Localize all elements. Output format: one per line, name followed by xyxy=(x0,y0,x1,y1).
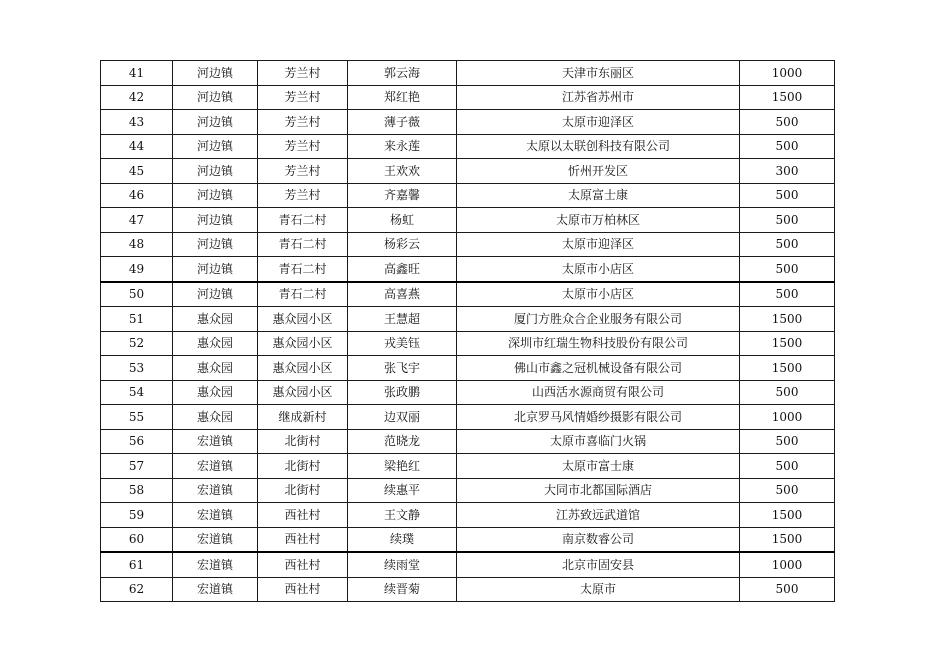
name-cell: 张政鹏 xyxy=(348,380,457,405)
workplace-cell: 江苏省苏州市 xyxy=(457,85,740,110)
row-number-cell: 58 xyxy=(101,478,173,503)
row-number-cell: 43 xyxy=(101,110,173,135)
table-row xyxy=(101,110,835,135)
table-row xyxy=(101,405,835,430)
village-cell: 芳兰村 xyxy=(258,61,348,86)
amount-cell: 500 xyxy=(740,282,835,307)
name-cell: 续雨堂 xyxy=(348,552,457,577)
workplace-cell: 太原市万柏林区 xyxy=(457,208,740,233)
table-row xyxy=(101,232,835,257)
village-cell: 芳兰村 xyxy=(258,183,348,208)
row-number-cell: 41 xyxy=(101,61,173,86)
town-cell: 河边镇 xyxy=(173,232,258,257)
village-cell: 青石二村 xyxy=(258,257,348,282)
amount-cell: 500 xyxy=(740,232,835,257)
village-cell: 青石二村 xyxy=(258,232,348,257)
village-cell: 青石二村 xyxy=(258,208,348,233)
workplace-cell: 大同市北都国际酒店 xyxy=(457,478,740,503)
name-cell: 梁艳红 xyxy=(348,454,457,479)
name-cell: 续惠平 xyxy=(348,478,457,503)
town-cell: 宏道镇 xyxy=(173,454,258,479)
village-cell: 北街村 xyxy=(258,429,348,454)
town-cell: 宏道镇 xyxy=(173,527,258,552)
name-cell: 杨彩云 xyxy=(348,232,457,257)
table-row xyxy=(101,429,835,454)
workplace-cell: 山西活水源商贸有限公司 xyxy=(457,380,740,405)
row-number-cell: 44 xyxy=(101,134,173,159)
town-cell: 河边镇 xyxy=(173,134,258,159)
town-cell: 惠众园 xyxy=(173,307,258,332)
town-cell: 河边镇 xyxy=(173,208,258,233)
workplace-cell: 佛山市鑫之冠机械设备有限公司 xyxy=(457,356,740,381)
amount-cell: 1500 xyxy=(740,331,835,356)
workplace-cell: 北京市固安县 xyxy=(457,552,740,577)
table-row xyxy=(101,61,835,86)
name-cell: 续晋菊 xyxy=(348,577,457,602)
workplace-cell: 太原市 xyxy=(457,577,740,602)
table-row xyxy=(101,85,835,110)
amount-cell: 500 xyxy=(740,478,835,503)
name-cell: 张飞宇 xyxy=(348,356,457,381)
name-cell: 高喜燕 xyxy=(348,282,457,307)
row-number-cell: 47 xyxy=(101,208,173,233)
table-row xyxy=(101,159,835,184)
town-cell: 河边镇 xyxy=(173,85,258,110)
workplace-cell: 太原市迎泽区 xyxy=(457,232,740,257)
workplace-cell: 深圳市红瑞生物科技股份有限公司 xyxy=(457,331,740,356)
workplace-cell: 太原市小店区 xyxy=(457,257,740,282)
village-cell: 惠众园小区 xyxy=(258,356,348,381)
village-cell: 芳兰村 xyxy=(258,134,348,159)
row-number-cell: 51 xyxy=(101,307,173,332)
town-cell: 宏道镇 xyxy=(173,577,258,602)
table-row xyxy=(101,208,835,233)
row-number-cell: 56 xyxy=(101,429,173,454)
row-number-cell: 50 xyxy=(101,282,173,307)
workplace-cell: 太原市喜临门火锅 xyxy=(457,429,740,454)
amount-cell: 1000 xyxy=(740,61,835,86)
amount-cell: 500 xyxy=(740,110,835,135)
town-cell: 惠众园 xyxy=(173,380,258,405)
town-cell: 河边镇 xyxy=(173,183,258,208)
amount-cell: 1500 xyxy=(740,307,835,332)
name-cell: 王欢欢 xyxy=(348,159,457,184)
row-number-cell: 53 xyxy=(101,356,173,381)
amount-cell: 500 xyxy=(740,257,835,282)
row-number-cell: 49 xyxy=(101,257,173,282)
village-cell: 继成新村 xyxy=(258,405,348,430)
town-cell: 宏道镇 xyxy=(173,429,258,454)
name-cell: 戎美钰 xyxy=(348,331,457,356)
town-cell: 河边镇 xyxy=(173,257,258,282)
town-cell: 河边镇 xyxy=(173,159,258,184)
village-cell: 芳兰村 xyxy=(258,110,348,135)
village-cell: 惠众园小区 xyxy=(258,307,348,332)
table-row xyxy=(101,183,835,208)
workplace-cell: 天津市东丽区 xyxy=(457,61,740,86)
row-number-cell: 57 xyxy=(101,454,173,479)
amount-cell: 500 xyxy=(740,183,835,208)
table-row xyxy=(101,257,835,282)
table-row xyxy=(101,282,835,307)
name-cell: 杨虹 xyxy=(348,208,457,233)
town-cell: 宏道镇 xyxy=(173,503,258,528)
row-number-cell: 61 xyxy=(101,552,173,577)
workplace-cell: 忻州开发区 xyxy=(457,159,740,184)
amount-cell: 1000 xyxy=(740,552,835,577)
name-cell: 来永莲 xyxy=(348,134,457,159)
row-number-cell: 42 xyxy=(101,85,173,110)
village-cell: 芳兰村 xyxy=(258,159,348,184)
workplace-cell: 江苏致远武道馆 xyxy=(457,503,740,528)
table-row xyxy=(101,454,835,479)
workplace-cell: 太原市迎泽区 xyxy=(457,110,740,135)
amount-cell: 300 xyxy=(740,159,835,184)
name-cell: 郭云海 xyxy=(348,61,457,86)
town-cell: 宏道镇 xyxy=(173,478,258,503)
table-row xyxy=(101,134,835,159)
village-cell: 西社村 xyxy=(258,577,348,602)
worker-roster-table xyxy=(100,60,835,602)
amount-cell: 1500 xyxy=(740,503,835,528)
workplace-cell: 南京数睿公司 xyxy=(457,527,740,552)
table-row xyxy=(101,527,835,552)
row-number-cell: 52 xyxy=(101,331,173,356)
row-number-cell: 60 xyxy=(101,527,173,552)
table-row xyxy=(101,577,835,602)
village-cell: 北街村 xyxy=(258,478,348,503)
town-cell: 河边镇 xyxy=(173,282,258,307)
amount-cell: 500 xyxy=(740,454,835,479)
amount-cell: 1500 xyxy=(740,527,835,552)
table-row xyxy=(101,307,835,332)
town-cell: 惠众园 xyxy=(173,356,258,381)
town-cell: 河边镇 xyxy=(173,61,258,86)
workplace-cell: 太原市小店区 xyxy=(457,282,740,307)
workplace-cell: 厦门方胜众合企业服务有限公司 xyxy=(457,307,740,332)
amount-cell: 1500 xyxy=(740,85,835,110)
village-cell: 惠众园小区 xyxy=(258,380,348,405)
village-cell: 惠众园小区 xyxy=(258,331,348,356)
name-cell: 薄子薇 xyxy=(348,110,457,135)
town-cell: 惠众园 xyxy=(173,331,258,356)
table-row xyxy=(101,356,835,381)
workplace-cell: 北京罗马风情婚纱摄影有限公司 xyxy=(457,405,740,430)
town-cell: 惠众园 xyxy=(173,405,258,430)
row-number-cell: 46 xyxy=(101,183,173,208)
amount-cell: 1000 xyxy=(740,405,835,430)
amount-cell: 1500 xyxy=(740,356,835,381)
amount-cell: 500 xyxy=(740,134,835,159)
name-cell: 续璞 xyxy=(348,527,457,552)
village-cell: 北街村 xyxy=(258,454,348,479)
workplace-cell: 太原富士康 xyxy=(457,183,740,208)
amount-cell: 500 xyxy=(740,429,835,454)
amount-cell: 500 xyxy=(740,380,835,405)
table-row xyxy=(101,331,835,356)
row-number-cell: 62 xyxy=(101,577,173,602)
name-cell: 高鑫旺 xyxy=(348,257,457,282)
row-number-cell: 59 xyxy=(101,503,173,528)
name-cell: 郑红艳 xyxy=(348,85,457,110)
table-row xyxy=(101,552,835,577)
table-row xyxy=(101,380,835,405)
table-body xyxy=(101,61,835,602)
village-cell: 青石二村 xyxy=(258,282,348,307)
village-cell: 西社村 xyxy=(258,527,348,552)
name-cell: 王文静 xyxy=(348,503,457,528)
row-number-cell: 48 xyxy=(101,232,173,257)
town-cell: 宏道镇 xyxy=(173,552,258,577)
name-cell: 齐嘉馨 xyxy=(348,183,457,208)
village-cell: 西社村 xyxy=(258,503,348,528)
village-cell: 芳兰村 xyxy=(258,85,348,110)
amount-cell: 500 xyxy=(740,208,835,233)
name-cell: 边双丽 xyxy=(348,405,457,430)
town-cell: 河边镇 xyxy=(173,110,258,135)
name-cell: 王慧超 xyxy=(348,307,457,332)
row-number-cell: 55 xyxy=(101,405,173,430)
table-row xyxy=(101,478,835,503)
row-number-cell: 54 xyxy=(101,380,173,405)
amount-cell: 500 xyxy=(740,577,835,602)
table-row xyxy=(101,503,835,528)
workplace-cell: 太原市富士康 xyxy=(457,454,740,479)
name-cell: 范晓龙 xyxy=(348,429,457,454)
village-cell: 西社村 xyxy=(258,552,348,577)
workplace-cell: 太原以太联创科技有限公司 xyxy=(457,134,740,159)
row-number-cell: 45 xyxy=(101,159,173,184)
